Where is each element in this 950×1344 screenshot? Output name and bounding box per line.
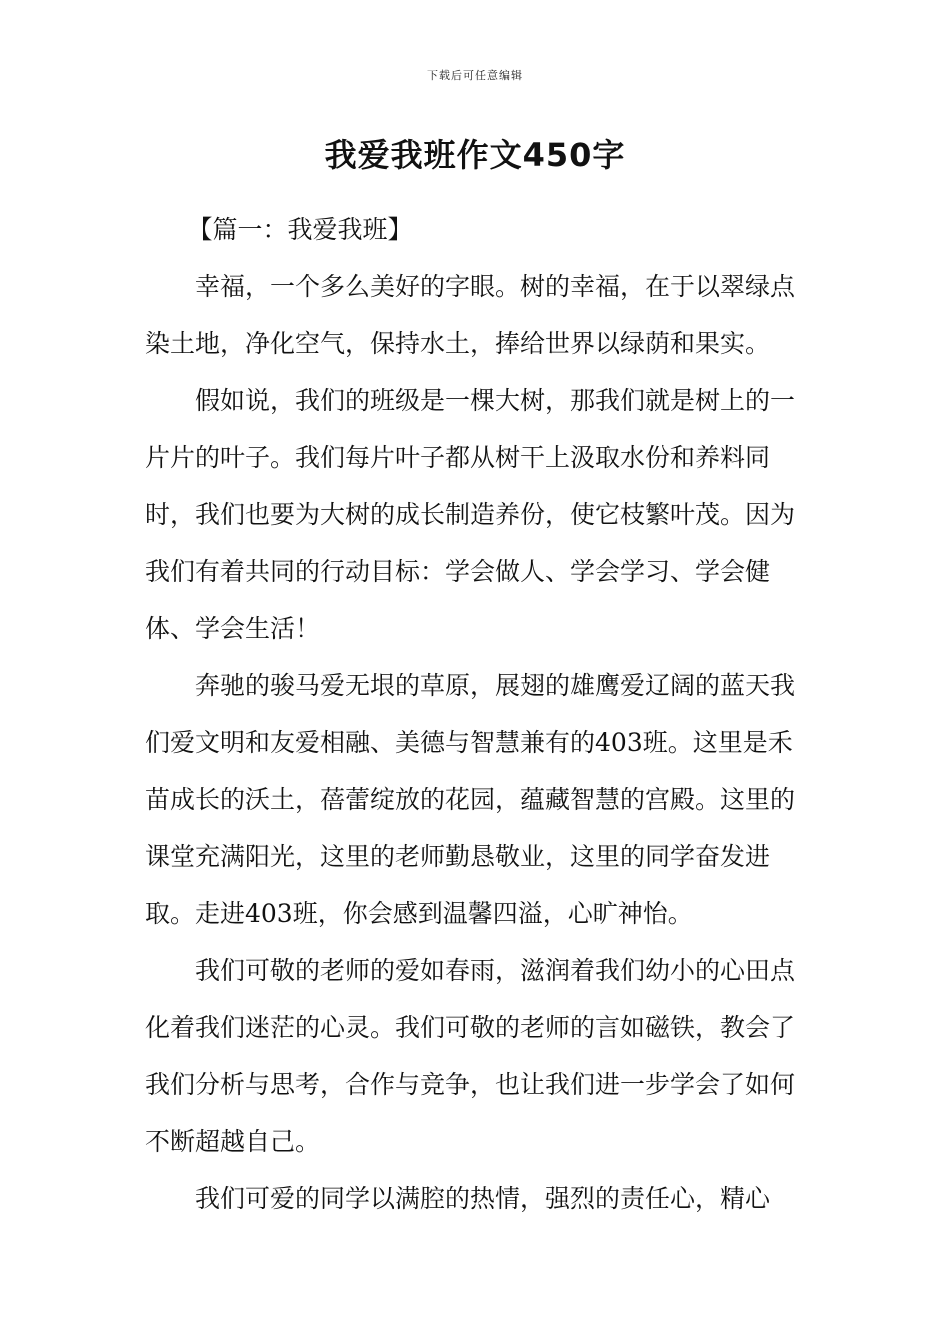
paragraph-4: 我们可敬的老师的爱如春雨，滋润着我们幼小的心田点化着我们迷茫的心灵。我们可敬的老师的言如磁铁，教会了我们分析与思考，合作与竞争，也让我们进一步学会了如何不断超越自己。 [145, 956, 796, 1156]
paragraph-3: 奔驰的骏马爱无垠的草原，展翅的雄鹰爱辽阔的蓝天我们爱文明和友爱相融、美德与智慧兼有的403班。这里是禾苗成长的沃土，蓓蕾绽放的花园，蕴藏智慧的宫殿。这里的课堂充满阳光，这里的老师勤恳敬业，这里的同学奋发进取。走进403班，你会感到温馨四溢，心旷神怡。 [145, 671, 796, 928]
section-heading: 【篇一：我爱我班】 [187, 215, 413, 244]
page-header-note: 下载后可任意编辑 [427, 69, 523, 82]
document-title: 我爱我班作文450字 [324, 136, 626, 174]
paragraph-5: 我们可爱的同学以满腔的热情，强烈的责任心，精心 [195, 1184, 771, 1213]
paragraph-2: 假如说，我们的班级是一棵大树，那我们就是树上的一片片的叶子。我们每片叶子都从树干上汲取水份和养料同时，我们也要为大树的成长制造养份，使它枝繁叶茂。因为我们有着共同的行动目标：学会做人、学会学习、学会健体、学会生活！ [145, 386, 796, 643]
document-body [145, 201, 805, 1227]
paragraph-1: 幸福，一个多么美好的字眼。树的幸福，在于以翠绿点染土地，净化空气，保持水土，捧给世界以绿荫和果实。 [145, 272, 796, 358]
